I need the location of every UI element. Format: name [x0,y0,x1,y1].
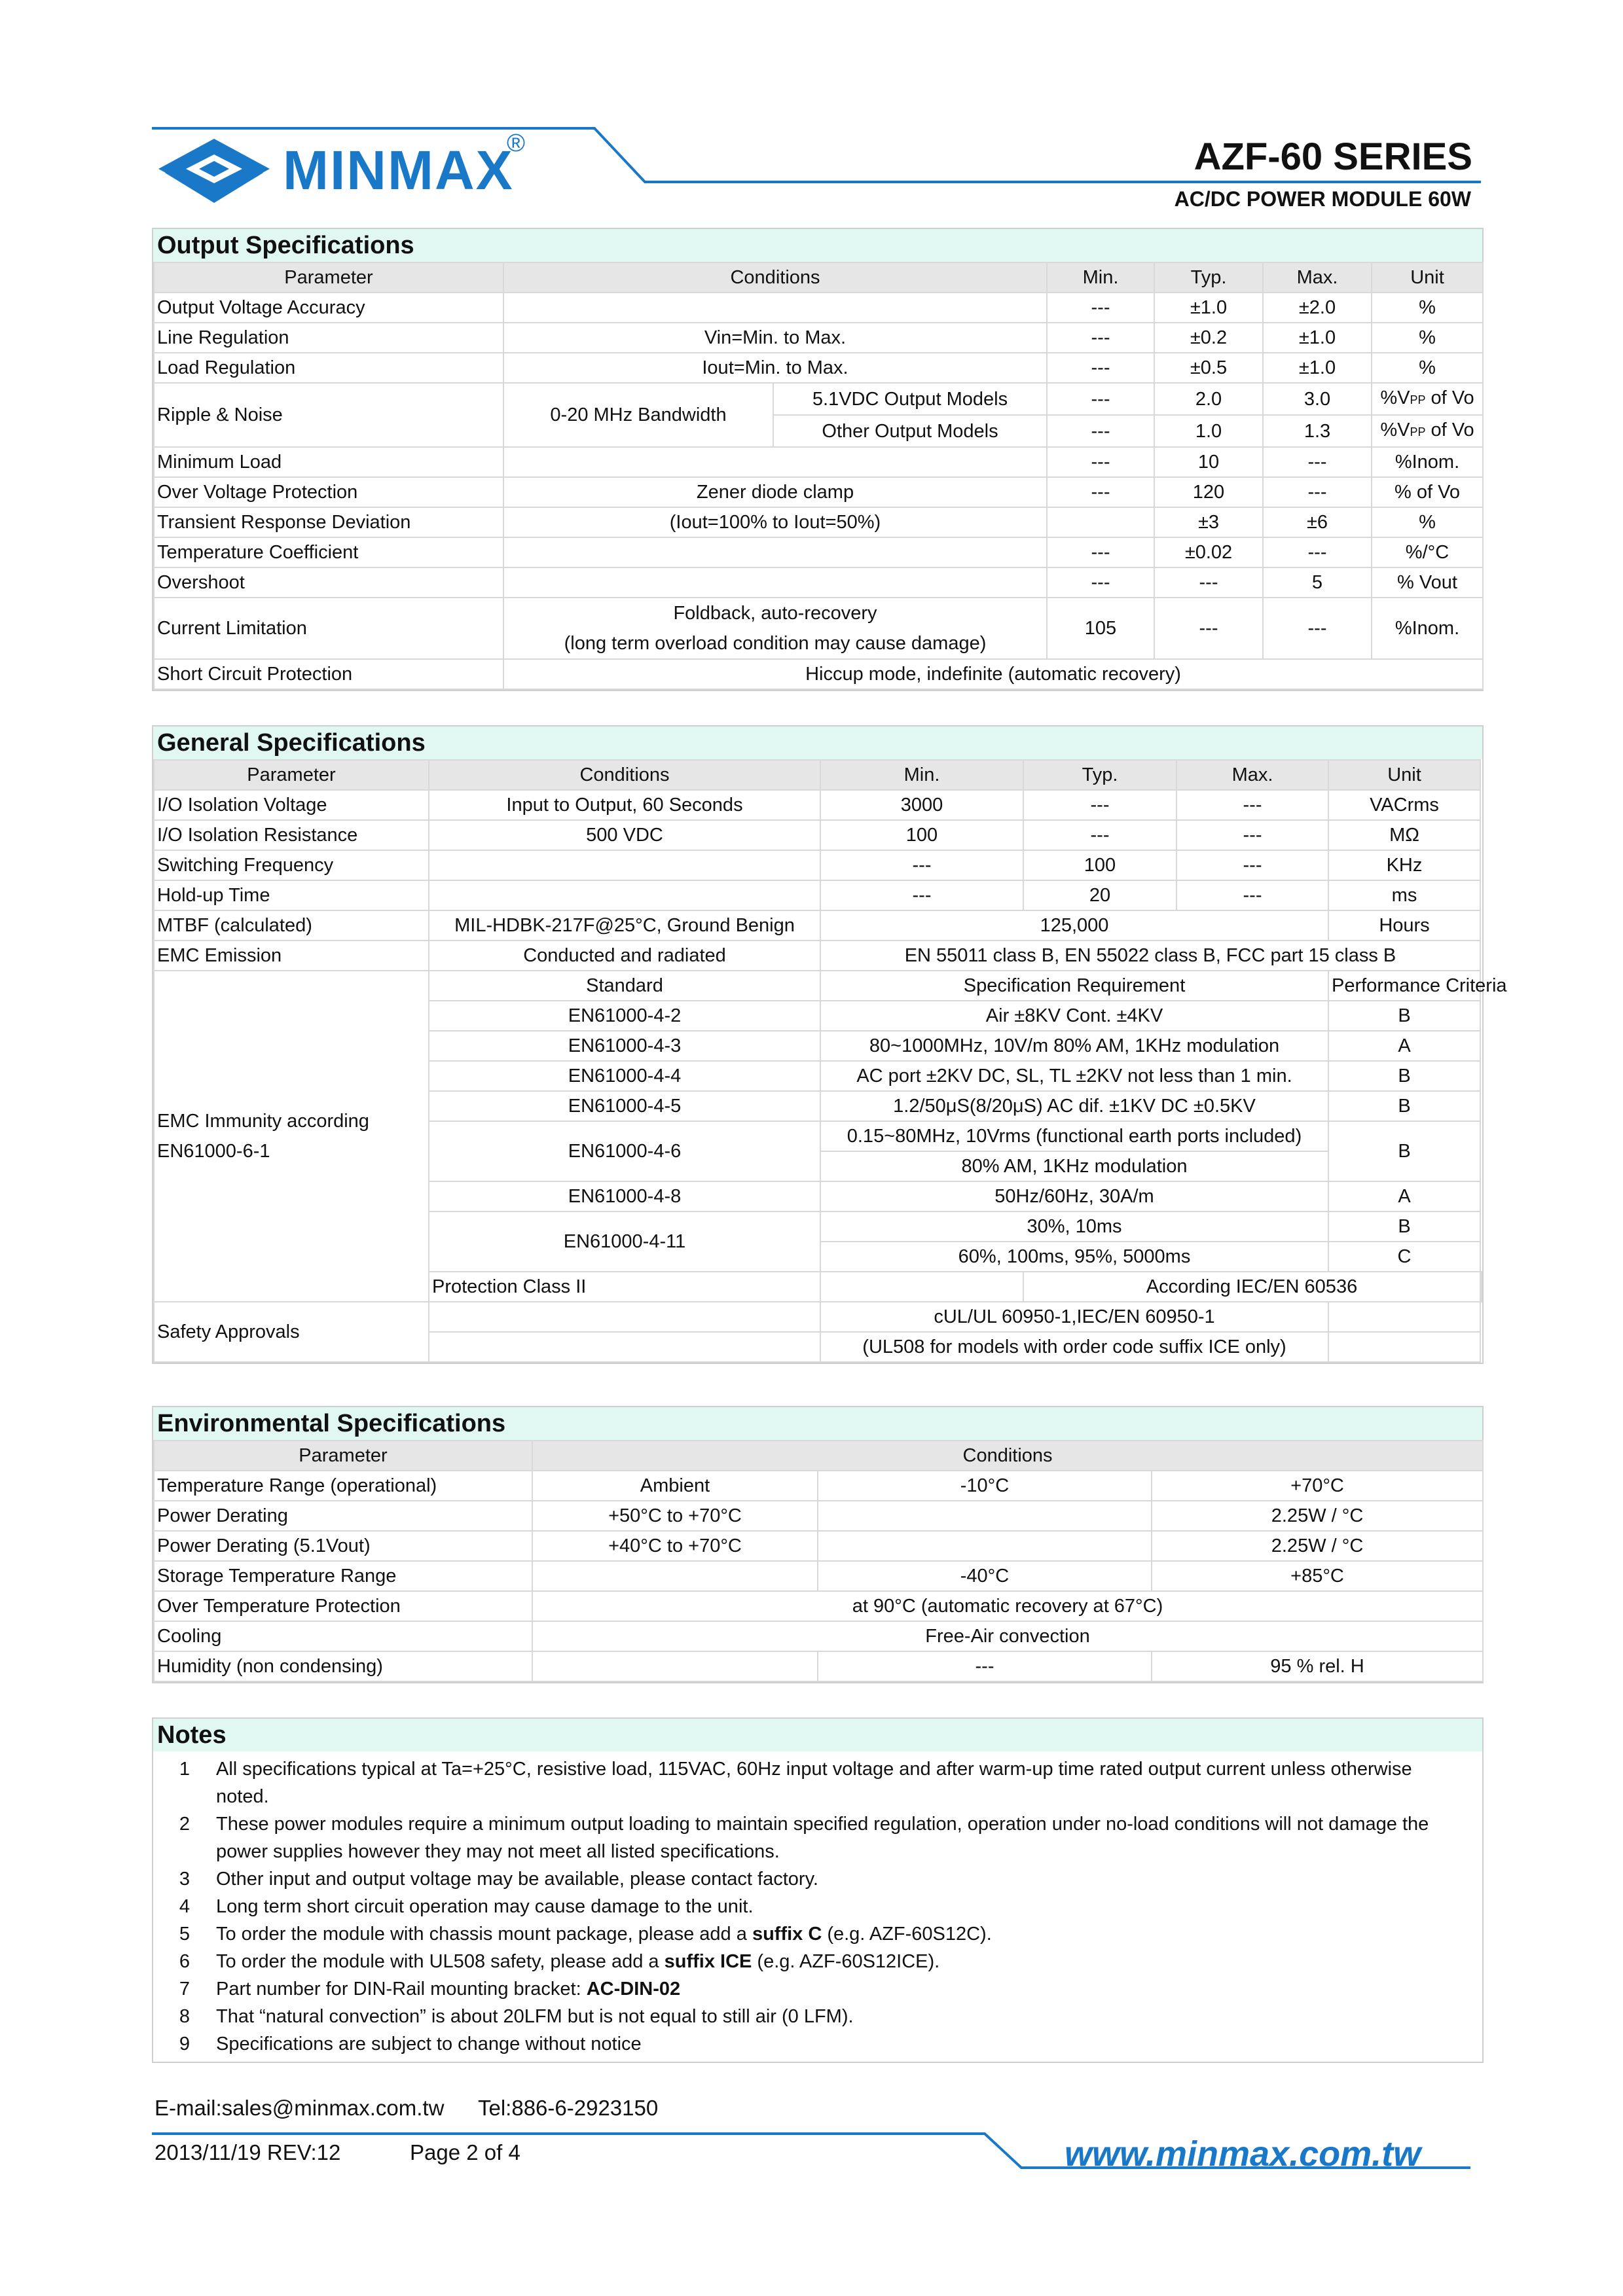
value-cell: 20 [1023,880,1176,910]
criteria-cell: B [1328,1211,1480,1242]
table-row [154,880,1482,910]
value-cell: --- [1047,415,1154,447]
value-cell: --- [1263,447,1372,477]
header-cell: Parameter [154,760,429,790]
param-cell: EMC Immunity according EN61000-6-1 [154,971,429,1302]
value-cell: ±1.0 [1154,293,1263,323]
param-cell: Line Regulation [154,323,503,353]
brand-name: MINMAX [283,139,514,201]
unit-cell: %Inom. [1372,598,1483,659]
list-item: 2 These power modules require a minimum output loading to maintain specified regulation, operation under no-load conditions will not damage the power supplies however they may not meet all listed specifications. [179,1814,1429,1862]
value-cell: --- [1176,880,1328,910]
requirement-cell: Air ±8KV Cont. ±4KV [820,1001,1328,1031]
cond-cell: Hiccup mode, indefinite (automatic recovery) [503,659,1483,689]
value-cell: --- [1047,537,1154,567]
table-row [154,971,1482,1001]
standard-cell: EN61000-4-2 [429,1001,820,1031]
value-cell: --- [1047,567,1154,598]
param-cell: Ripple & Noise [154,383,503,447]
table-row [154,598,1483,659]
value-cell: According IEC/EN 60536 [1023,1272,1480,1302]
table-row [154,537,1483,567]
value-cell: 2.25W / °C [1152,1501,1483,1531]
value-cell: --- [820,880,1023,910]
header-cell: Max. [1176,760,1328,790]
cond-cell: Conducted and radiated [429,941,820,971]
notes-list [153,1751,1482,2062]
table-row [154,790,1482,820]
param-cell: Hold-up Time [154,880,429,910]
list-item: 3 Other input and output voltage may be available, please contact factory. [179,1869,818,1890]
param-cell: EMC Emission [154,941,429,971]
param-cell: I/O Isolation Resistance [154,820,429,850]
param-cell: Current Limitation [154,598,503,659]
param-cell: Over Temperature Protection [154,1591,532,1621]
notes-section [152,1717,1484,2063]
table-row [154,383,1483,415]
requirement-cell: 80~1000MHz, 10V/m 80% AM, 1KHz modulation [820,1031,1328,1061]
requirement-cell: AC port ±2KV DC, SL, TL ±2KV not less than 1 min. [820,1061,1328,1091]
standard-cell: EN61000-4-4 [429,1061,820,1091]
environmental-specifications [152,1406,1484,1683]
cond-cell: Input to Output, 60 Seconds [429,790,820,820]
table-header-row [154,1441,1483,1471]
table-row [154,1651,1483,1681]
criteria-cell: A [1328,1181,1480,1211]
param-cell: Over Voltage Protection [154,477,503,507]
value-cell: --- [1047,447,1154,477]
cond-cell [503,447,1047,477]
value-cell: cUL/UL 60950-1,IEC/EN 60950-1 [820,1302,1328,1332]
cond-cell: Free-Air convection [532,1621,1483,1651]
value-cell: -10°C [818,1471,1152,1501]
table-row [154,293,1483,323]
value-cell: 10 [1154,447,1263,477]
header-cell: Unit [1328,760,1480,790]
standard-cell: Standard [429,971,820,1001]
value-cell: 1.0 [1154,415,1263,447]
list-item: 4 Long term short circuit operation may cause damage to the unit. [179,1896,754,1917]
general-table [153,759,1507,1363]
table-row [154,1591,1483,1621]
unit-cell [1480,1272,1482,1302]
value-cell: ±0.02 [1154,537,1263,567]
value-cell: (UL508 for models with order code suffix ICE only) [820,1332,1328,1362]
value-cell: ±2.0 [1263,293,1372,323]
table-row [154,910,1482,941]
cond-cell: at 90°C (automatic recovery at 67°C) [532,1591,1483,1621]
requirement-cell: 0.15~80MHz, 10Vrms (functional earth ports included) [820,1121,1328,1151]
website-link[interactable]: www.minmax.com.tw [1065,2134,1421,2174]
value-cell: --- [1263,598,1372,659]
header-cell: Min. [1047,262,1154,293]
header-cell: Min. [820,760,1023,790]
criteria-cell: B [1328,1061,1480,1091]
unit-cell [1328,1302,1480,1332]
unit-cell [1328,1332,1480,1362]
cond-cell: +40°C to +70°C [532,1531,818,1561]
value-cell: --- [1023,790,1176,820]
unit-cell: % [1372,323,1483,353]
value-cell: --- [1176,850,1328,880]
table-header-row [154,760,1482,790]
cond-cell [503,537,1047,567]
list-item: 7 Part number for DIN-Rail mounting bracket: AC-DIN-02 [179,1979,681,2000]
value-cell: +70°C [1152,1471,1483,1501]
cond-cell [429,850,820,880]
criteria-cell: B [1328,1001,1480,1031]
series-subtitle: AC/DC POWER MODULE 60W [1174,187,1471,211]
cond-cell: 0-20 MHz Bandwidth [503,383,773,447]
requirement-cell: 50Hz/60Hz, 30A/m [820,1181,1328,1211]
value-cell: 1.3 [1263,415,1372,447]
cond-cell: Vin=Min. to Max. [503,323,1047,353]
cond-cell [532,1651,818,1681]
header-cell: Parameter [154,1441,532,1471]
standard-cell: EN61000-4-6 [429,1121,820,1181]
param-cell: Protection Class II [429,1272,820,1302]
cond-cell: Ambient [532,1471,818,1501]
section-title: Notes [153,1719,1482,1751]
cond-cell: MIL-HDBK-217F@25°C, Ground Benign [429,910,820,941]
value-cell: ±0.5 [1154,353,1263,383]
param-cell: I/O Isolation Voltage [154,790,429,820]
registered-mark: ® [507,130,525,157]
criteria-cell: B [1328,1091,1480,1121]
value-cell: --- [1047,323,1154,353]
table-row [154,1471,1483,1501]
footer-email[interactable]: E-mail:sales@minmax.com.tw [155,2096,445,2120]
header-cell: Conditions [429,760,820,790]
cond-cell: 5.1VDC Output Models [773,383,1047,415]
value-cell: EN 55011 class B, EN 55022 class B, FCC part 15 class B [820,941,1480,971]
value-cell: 2.25W / °C [1152,1531,1483,1561]
unit-cell: %/°C [1372,537,1483,567]
environment-table [153,1440,1484,1682]
table-row [154,353,1483,383]
section-title: General Specifications [153,726,1482,759]
value-cell: --- [1047,293,1154,323]
header-cell: Typ. [1154,262,1263,293]
header-cell: Conditions [503,262,1047,293]
cond-cell: (Iout=100% to Iout=50%) [503,507,1047,537]
param-cell: Power Derating (5.1Vout) [154,1531,532,1561]
table-row [154,477,1483,507]
table-row [154,1501,1483,1531]
value-cell: 3000 [820,790,1023,820]
value-cell: --- [1047,477,1154,507]
value-cell: --- [1176,820,1328,850]
param-cell: Temperature Range (operational) [154,1471,532,1501]
output-specifications [152,228,1484,691]
table-row [154,323,1483,353]
cond-cell [429,880,820,910]
value-cell [1047,507,1154,537]
table-row [154,1621,1483,1651]
value-cell: --- [818,1651,1152,1681]
value-cell: --- [1263,537,1372,567]
unit-cell: %VPP of Vo [1372,415,1483,447]
header-cell: Max. [1263,262,1372,293]
table-row [154,941,1482,971]
value-cell: 100 [1023,850,1176,880]
param-cell: Humidity (non condensing) [154,1651,532,1681]
param-cell: Output Voltage Accuracy [154,293,503,323]
criteria-cell: B [1328,1121,1480,1181]
requirement-cell: Specification Requirement [820,971,1328,1001]
table-header-row [154,262,1483,293]
section-title: Output Specifications [153,229,1482,262]
value-cell: 120 [1154,477,1263,507]
param-cell: Transient Response Deviation [154,507,503,537]
table-row [154,507,1483,537]
value-cell: 100 [820,820,1023,850]
param-cell: Short Circuit Protection [154,659,503,689]
value-cell: --- [1263,477,1372,507]
unit-cell: % of Vo [1372,477,1483,507]
general-specifications [152,725,1507,1364]
param-cell: Temperature Coefficient [154,537,503,567]
section-title: Environmental Specifications [153,1407,1482,1440]
value-cell: ±1.0 [1263,323,1372,353]
value-cell: ±3 [1154,507,1263,537]
value-cell: --- [1176,790,1328,820]
value-cell: --- [1047,383,1154,415]
value-cell: -40°C [818,1561,1152,1591]
table-row [154,447,1483,477]
cond-cell: 500 VDC [429,820,820,850]
unit-cell: VACrms [1328,790,1480,820]
value-cell [818,1501,1152,1531]
param-cell: Switching Frequency [154,850,429,880]
unit-cell: % [1372,353,1483,383]
criteria-cell: A [1328,1031,1480,1061]
header-cell: Unit [1372,262,1483,293]
unit-cell: KHz [1328,850,1480,880]
value-cell: 2.0 [1154,383,1263,415]
param-cell: Safety Approvals [154,1302,429,1362]
value-cell: 95 % rel. H [1152,1651,1483,1681]
unit-cell: %Inom. [1372,447,1483,477]
cond-cell [532,1561,818,1591]
footer-page: Page 2 of 4 [410,2140,520,2164]
value-cell: --- [820,850,1023,880]
unit-cell: %VPP of Vo [1372,383,1483,415]
param-cell: Cooling [154,1621,532,1651]
cond-cell [503,293,1047,323]
cond-cell: Other Output Models [773,415,1047,447]
value-cell: 5 [1263,567,1372,598]
value-cell [818,1531,1152,1561]
table-row [154,820,1482,850]
table-row [154,1302,1482,1332]
param-cell: Storage Temperature Range [154,1561,532,1591]
unit-cell: MΩ [1328,820,1480,850]
table-row [154,1531,1483,1561]
cond-cell [429,1302,820,1332]
value-cell: --- [1154,598,1263,659]
criteria-cell: Performance Criteria [1328,971,1480,1001]
cond-cell: Foldback, auto-recovery (long term overload condition may cause damage) [503,598,1047,659]
value-cell: +85°C [1152,1561,1483,1591]
list-item: 6 To order the module with UL508 safety, please add a suffix ICE (e.g. AZF-60S12ICE). [179,1951,940,1972]
output-table [153,262,1484,690]
cond-cell [503,567,1047,598]
list-item: 1 All specifications typical at Ta=+25°C, resistive load, 115VAC, 60Hz input voltage and after warm-up time rated output current unless otherwise noted. [179,1759,1412,1807]
standard-cell: EN61000-4-11 [429,1211,820,1272]
param-cell: Load Regulation [154,353,503,383]
requirement-cell: 60%, 100ms, 95%, 5000ms [820,1242,1328,1272]
cond-cell [820,1272,1023,1302]
table-row [154,659,1483,689]
value-cell: --- [1154,567,1263,598]
value-cell: 125,000 [820,910,1328,941]
value-cell: ±0.2 [1154,323,1263,353]
value-cell: ±1.0 [1263,353,1372,383]
param-cell: Overshoot [154,567,503,598]
standard-cell: EN61000-4-8 [429,1181,820,1211]
footer-tel: Tel:886-6-2923150 [478,2096,659,2120]
unit-cell: ms [1328,880,1480,910]
param-cell: Minimum Load [154,447,503,477]
unit-cell: Hours [1328,910,1480,941]
unit-cell: % [1372,507,1483,537]
cond-cell: Iout=Min. to Max. [503,353,1047,383]
table-row [154,850,1482,880]
param-cell: MTBF (calculated) [154,910,429,941]
cond-cell [429,1332,820,1362]
list-item: 5 To order the module with chassis mount package, please add a suffix C (e.g. AZF-60S12C). [179,1924,992,1945]
requirement-cell: 1.2/50μS(8/20μS) AC dif. ±1KV DC ±0.5KV [820,1091,1328,1121]
footer-date: 2013/11/19 REV:12 [155,2140,341,2164]
minmax-logo-icon [152,135,276,207]
param-cell: Power Derating [154,1501,532,1531]
table-row [154,1561,1483,1591]
unit-cell: % [1372,293,1483,323]
standard-cell: EN61000-4-3 [429,1031,820,1061]
header-cell: Typ. [1023,760,1176,790]
standard-cell: EN61000-4-5 [429,1091,820,1121]
value-cell: 105 [1047,598,1154,659]
list-item: 9 Specifications are subject to change without notice [179,2034,642,2054]
cond-cell: Zener diode clamp [503,477,1047,507]
value-cell: ±6 [1263,507,1372,537]
cond-cell: +50°C to +70°C [532,1501,818,1531]
table-row [154,567,1483,598]
requirement-cell: 80% AM, 1KHz modulation [820,1151,1328,1181]
value-cell: --- [1047,353,1154,383]
value-cell: 3.0 [1263,383,1372,415]
value-cell: --- [1023,820,1176,850]
unit-cell: % Vout [1372,567,1483,598]
list-item: 8 That “natural convection” is about 20LFM but is not equal to still air (0 LFM). [179,2006,854,2027]
header-cell: Conditions [532,1441,1483,1471]
header-cell: Parameter [154,262,503,293]
criteria-cell: C [1328,1242,1480,1272]
series-title: AZF-60 SERIES [1194,135,1472,178]
requirement-cell: 30%, 10ms [820,1211,1328,1242]
